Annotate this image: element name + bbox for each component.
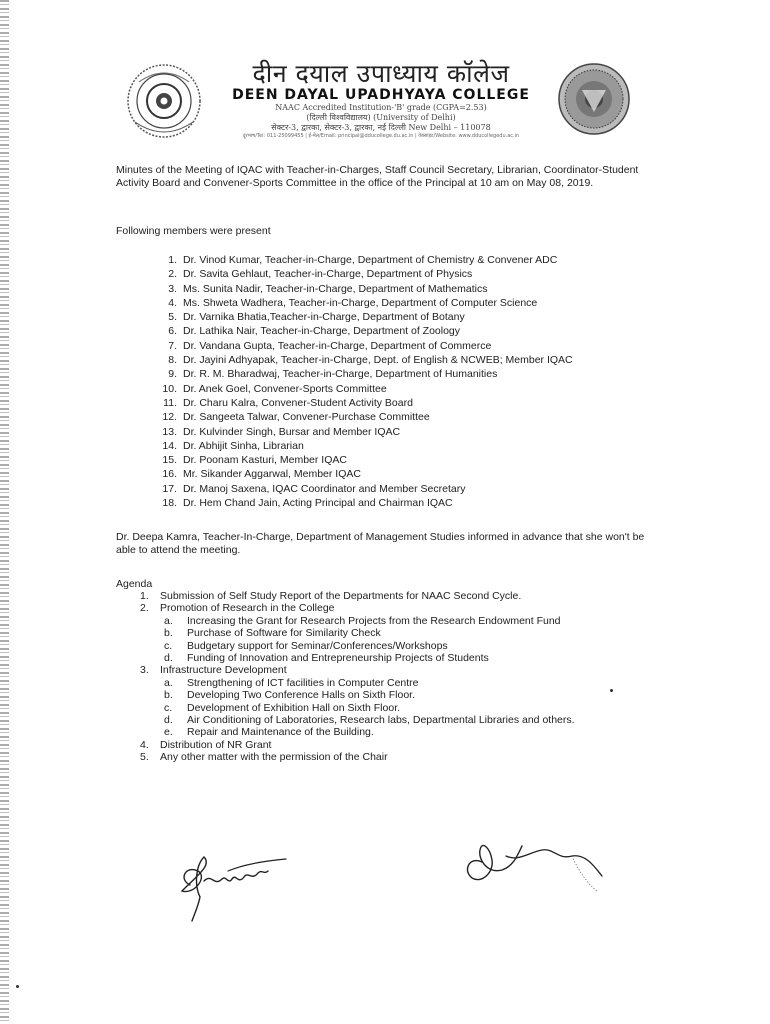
member-item <box>152 396 652 410</box>
member-number: 14. <box>162 439 177 452</box>
agenda-number: 3. <box>140 664 149 677</box>
member-item <box>152 339 652 353</box>
member-number: 2. <box>168 268 177 281</box>
agenda-text: Any other matter with the permission of the Chair <box>160 751 388 764</box>
member-number: 9. <box>168 368 177 381</box>
agenda-subitem-text: Strengthening of ICT facilities in Computer Centre <box>187 676 419 689</box>
member-text: Dr. Savita Gehlaut, Teacher-in-Charge, Department of Physics <box>183 268 473 281</box>
agenda-subitem-letter: d. <box>164 714 173 727</box>
agenda-subitem-letter: d. <box>164 652 173 665</box>
agenda-subitem-text: Increasing the Grant for Research Projects from the Research Endowment Fund <box>187 614 561 627</box>
accreditation-line: NAAC Accredited Institution-'B' grade (CGPA=2.53) <box>275 103 487 112</box>
scan-speck <box>610 689 613 692</box>
agenda-subitem-letter: b. <box>164 627 173 640</box>
letterhead <box>125 60 625 152</box>
agenda-subitem <box>164 689 660 701</box>
member-item <box>152 467 652 481</box>
agenda-subitem-text: Developing Two Conference Halls on Sixth Floor. <box>187 689 416 702</box>
member-item <box>152 282 652 296</box>
university-emblem-right <box>557 60 631 138</box>
member-number: 7. <box>168 339 177 352</box>
member-text: Dr. Abhijit Sinha, Librarian <box>183 439 304 452</box>
college-name-hindi: दीन दयाल उपाध्याय कॉलेज <box>252 59 510 88</box>
college-name-english: DEEN DAYAL UPADHYAYA COLLEGE <box>232 87 530 103</box>
member-number: 5. <box>168 311 177 324</box>
member-text: Ms. Shweta Wadhera, Teacher-in-Charge, Department of Computer Science <box>183 296 538 309</box>
college-emblem-left <box>125 62 203 140</box>
member-item <box>152 425 652 439</box>
scan-speck <box>16 985 19 988</box>
member-text: Dr. Jayini Adhyapak, Teacher-in-Charge, Dept. of English & NCWEB; Member IQAC <box>183 354 573 367</box>
member-text: Dr. Kulvinder Singh, Bursar and Member IQAC <box>183 425 401 438</box>
agenda-subitem-letter: a. <box>164 676 173 689</box>
agenda-subitem-text: Budgetary support for Seminar/Conferences/Workshops <box>187 639 448 652</box>
meeting-intro: Minutes of the Meeting of IQAC with Teacher-in-Charges, Staff Council Secretary, Librarian, Coordinator-Student Activity Board and Convener-Sports Committee in the office of the Principal at 10 am on May 08, 2019. <box>116 164 639 189</box>
agenda-subitem-letter: a. <box>164 614 173 627</box>
member-item <box>152 324 652 338</box>
agenda-number: 4. <box>140 738 149 751</box>
member-item <box>152 496 652 510</box>
member-text: Mr. Sikander Aggarwal, Member IQAC <box>183 468 361 481</box>
member-number: 15. <box>162 454 177 467</box>
scan-edge-artifact <box>0 0 9 1024</box>
member-number: 6. <box>168 325 177 338</box>
member-text: Dr. Lathika Nair, Teacher-in-Charge, Department of Zoology <box>183 325 461 338</box>
agenda-subitem <box>164 726 660 738</box>
agenda-item <box>140 751 660 763</box>
agenda-text: Infrastructure Development <box>160 664 287 677</box>
agenda-text: Distribution of NR Grant <box>160 738 272 751</box>
agenda-subitem <box>164 615 660 627</box>
member-item <box>152 367 652 381</box>
member-item <box>152 439 652 453</box>
member-item <box>152 267 652 281</box>
agenda-sublist <box>140 677 660 739</box>
member-text: Dr. Manoj Saxena, IQAC Coordinator and Member Secretary <box>183 482 466 495</box>
agenda-item <box>140 590 660 602</box>
member-item <box>152 353 652 367</box>
agenda-sublist <box>140 615 660 665</box>
agenda-item <box>140 664 660 738</box>
agenda-subitem <box>164 640 660 652</box>
member-text: Dr. Poonam Kasturi, Member IQAC <box>183 454 347 467</box>
member-text: Dr. Anek Goel, Convener-Sports Committee <box>183 382 387 395</box>
agenda-subitem <box>164 677 660 689</box>
agenda-subitem <box>164 702 660 714</box>
agenda-subitem-text: Development of Exhibition Hall on Sixth Floor. <box>187 701 401 714</box>
agenda-number: 5. <box>140 751 149 764</box>
members-list <box>152 253 652 510</box>
member-number: 10. <box>162 382 177 395</box>
member-number: 11. <box>163 396 177 409</box>
agenda-subitem-text: Repair and Maintenance of the Building. <box>187 726 374 739</box>
agenda-subitem <box>164 714 660 726</box>
absent-note: Dr. Deepa Kamra, Teacher-In-Charge, Department of Management Studies informed in advance that she won't be able to attend the meeting. <box>116 531 645 556</box>
member-item <box>152 310 652 324</box>
agenda-subitem-text: Air Conditioning of Laboratories, Research labs, Departmental Libraries and others. <box>187 714 575 727</box>
agenda-item <box>140 739 660 751</box>
member-item <box>152 410 652 424</box>
agenda-subitem-letter: b. <box>164 689 173 702</box>
member-number: 13. <box>162 425 177 438</box>
member-item <box>152 253 652 267</box>
member-number: 17. <box>162 482 177 495</box>
member-text: Dr. Varnika Bhatia,Teacher-in-Charge, Department of Botany <box>183 311 465 324</box>
member-item <box>152 382 652 396</box>
letterhead-text <box>203 60 559 140</box>
member-item <box>152 453 652 467</box>
agenda-subitem <box>164 627 660 639</box>
member-text: Ms. Sunita Nadir, Teacher-in-Charge, Department of Mathematics <box>183 282 488 295</box>
agenda-subitem-letter: c. <box>164 639 173 652</box>
agenda-item <box>140 602 660 664</box>
member-number: 12. <box>162 411 177 424</box>
agenda-list <box>140 590 660 764</box>
member-text: Dr. Sangeeta Talwar, Convener-Purchase Committee <box>183 411 430 424</box>
member-text: Dr. Vinod Kumar, Teacher-in-Charge, Department of Chemistry & Convener ADC <box>183 254 558 266</box>
present-heading: Following members were present <box>116 225 271 237</box>
member-item <box>152 296 652 310</box>
contact-line: दूरभाष/Tel: 011-25099455 | ई-मेल/Email: principal@dducollege.du.ac.in | वेबसाइट/Website: www.dducollegedu.ac.in <box>242 133 520 139</box>
agenda-subitem-letter: c. <box>164 701 173 714</box>
agenda-subitem-text: Funding of Innovation and Entrepreneurship Projects of Students <box>187 652 489 665</box>
member-number: 18. <box>162 497 177 510</box>
member-text: Dr. R. M. Bharadwaj, Teacher-in-Charge, Department of Humanities <box>183 368 498 381</box>
member-text: Dr. Hem Chand Jain, Acting Principal and Chairman IQAC <box>183 497 453 510</box>
agenda-subitem <box>164 652 660 664</box>
agenda-text: Submission of Self Study Report of the Departments for NAAC Second Cycle. <box>160 590 522 602</box>
member-item <box>152 482 652 496</box>
agenda-number: 1. <box>140 590 149 602</box>
signature-right <box>452 826 612 896</box>
address-line: सेक्टर-3, द्वारका, सेक्टर-3, द्वारका, नई दिल्ली New Delhi – 110078 <box>271 123 491 132</box>
agenda-text: Promotion of Research in the College <box>160 602 335 615</box>
agenda-subitem-letter: e. <box>164 726 173 739</box>
agenda-title: Agenda <box>116 578 153 590</box>
agenda-number: 2. <box>140 602 149 615</box>
member-text: Dr. Vandana Gupta, Teacher-in-Charge, Department of Commerce <box>183 339 492 352</box>
member-number: 3. <box>168 282 177 295</box>
signature-left <box>168 835 298 925</box>
member-number: 16. <box>162 468 177 481</box>
member-number: 1. <box>168 254 177 266</box>
affiliation-line: (दिल्ली विश्वविद्यालय) (University of Delhi) <box>306 113 456 122</box>
agenda-subitem-text: Purchase of Software for Similarity Check <box>187 627 381 640</box>
member-number: 8. <box>168 354 177 367</box>
member-text: Dr. Charu Kalra, Convener-Student Activity Board <box>183 396 413 409</box>
member-number: 4. <box>168 296 177 309</box>
